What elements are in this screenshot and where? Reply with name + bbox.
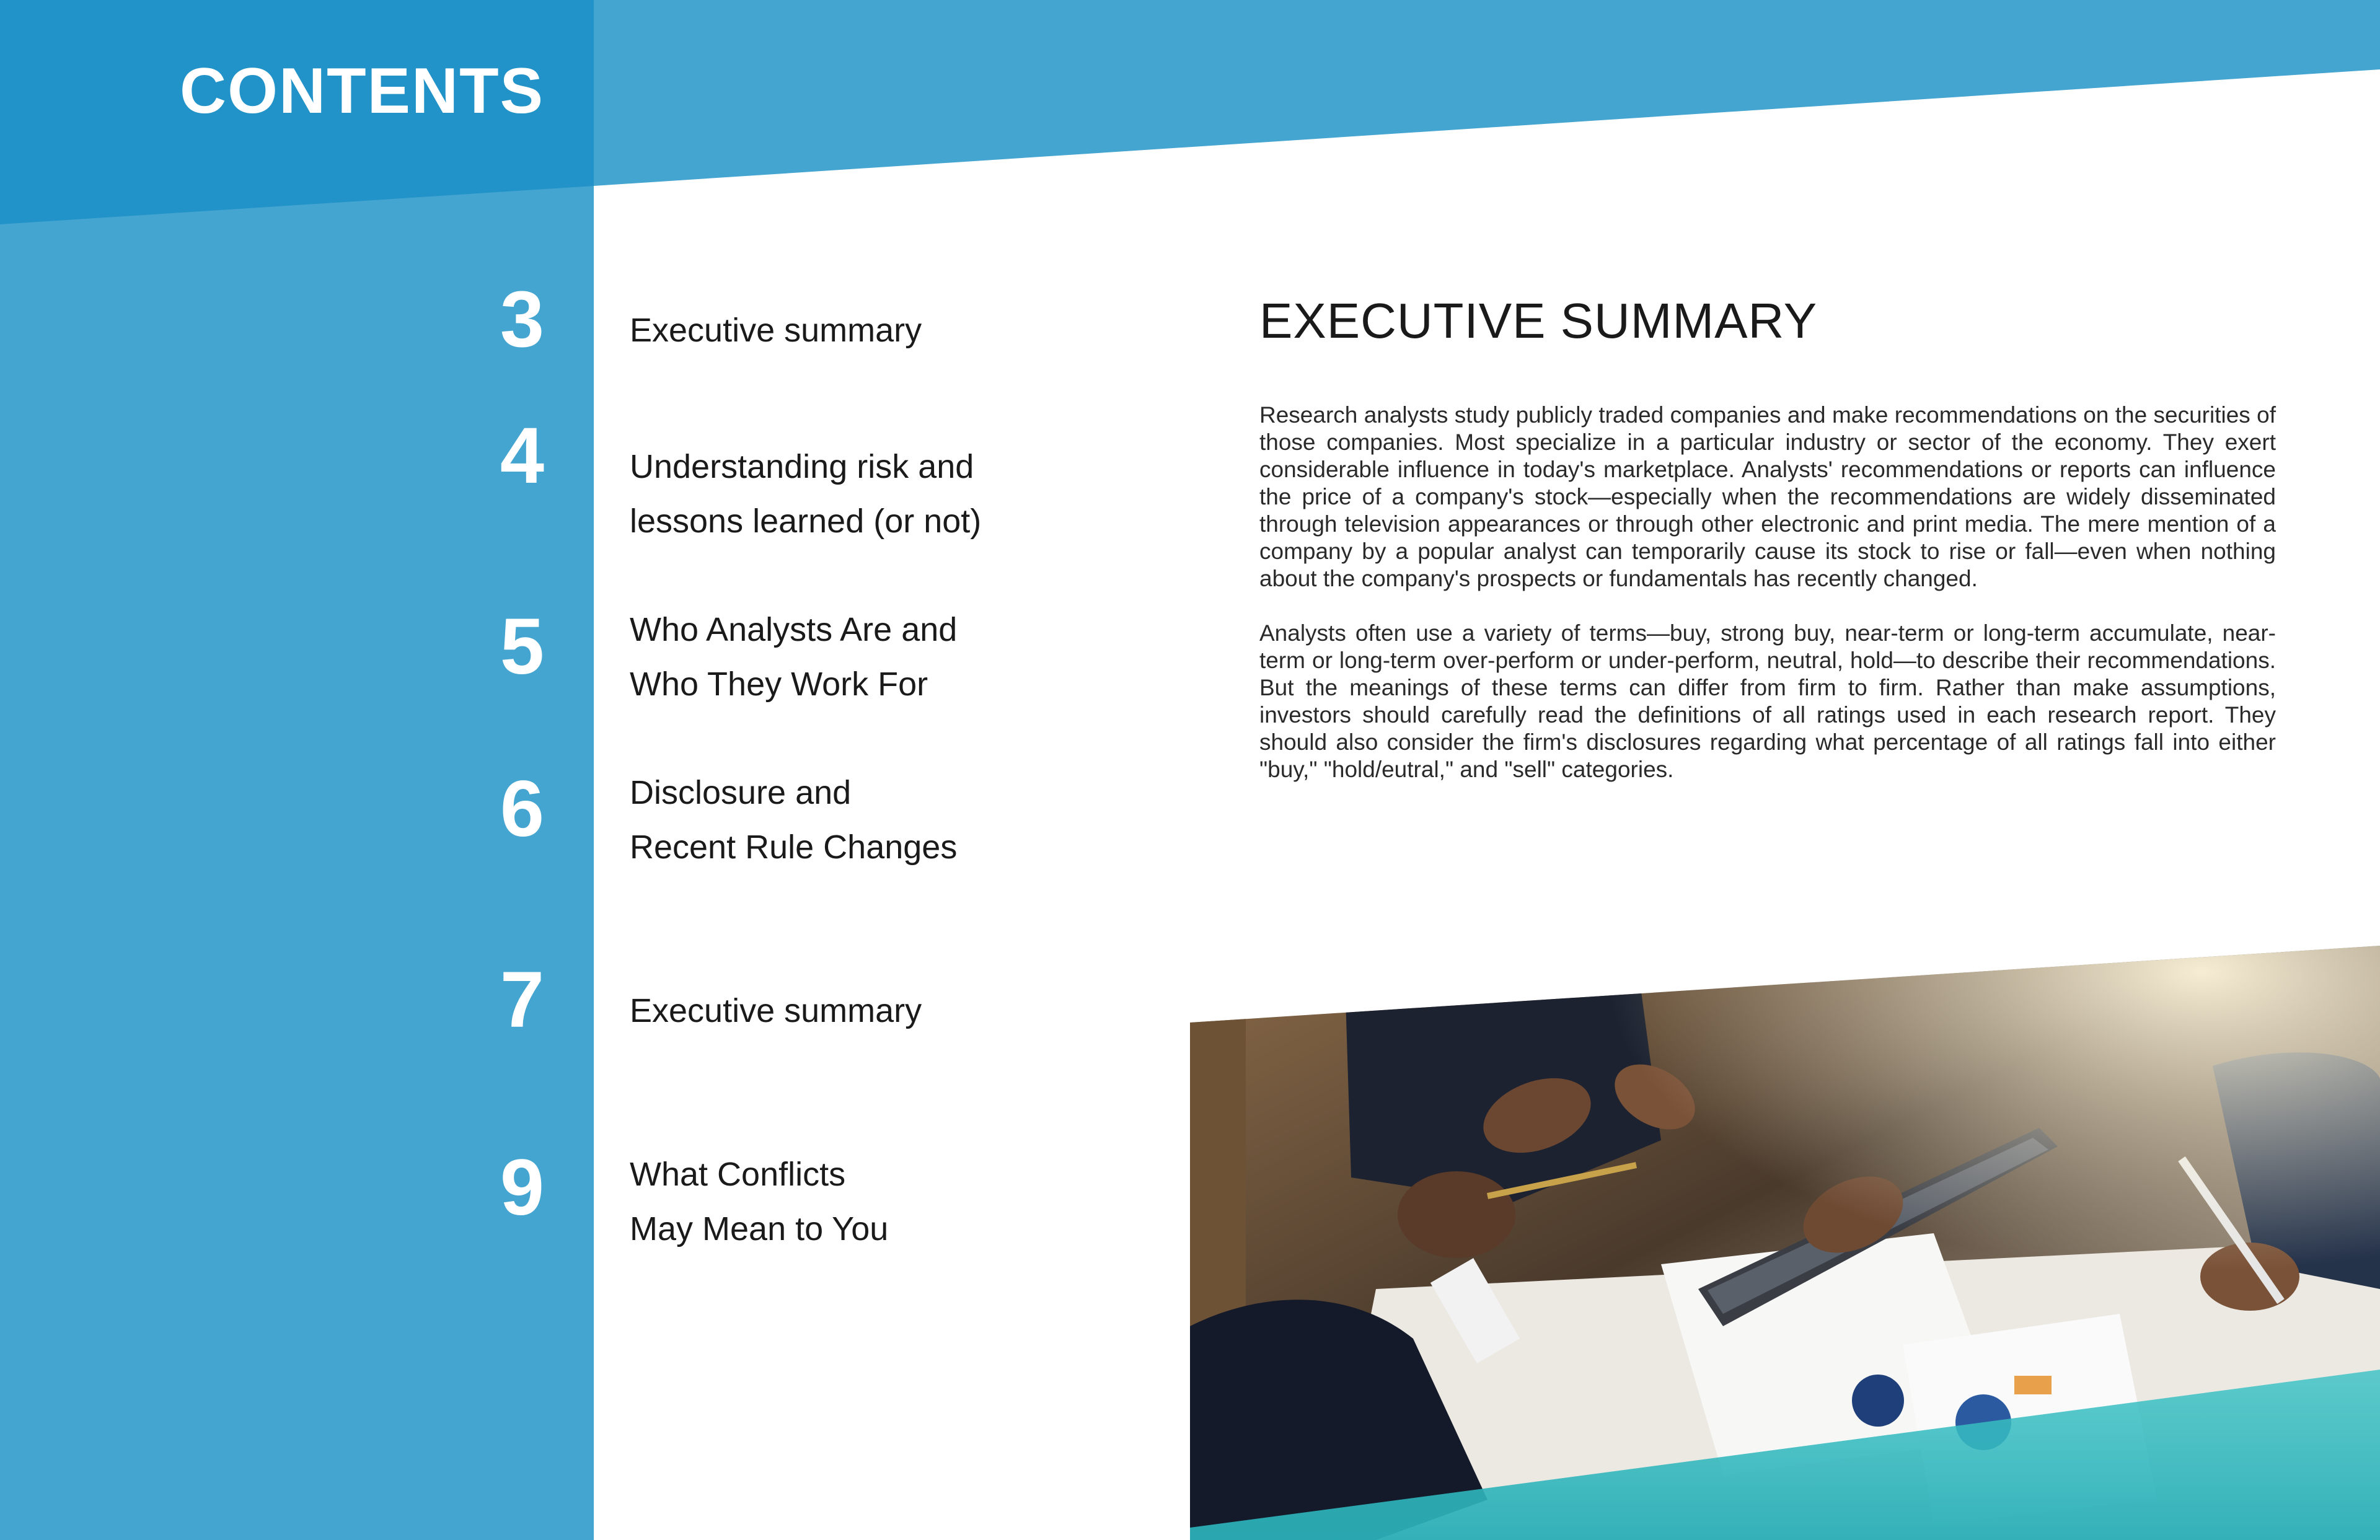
toc-item-label: What Conflicts May Mean to You [630, 1156, 889, 1247]
meeting-photo [1190, 942, 2380, 1540]
toc-page-number: 6 [500, 765, 544, 853]
header-band [594, 0, 2380, 186]
toc-page-number: 5 [500, 602, 544, 691]
toc-page-number: 4 [500, 411, 544, 500]
toc-page-number: 9 [500, 1143, 544, 1232]
toc-page-number: 3 [500, 275, 544, 364]
toc-item-label: Understanding risk and lessons learned (or not) [630, 448, 982, 540]
toc-page-number: 7 [500, 956, 544, 1044]
contents-title: CONTENTS [180, 55, 544, 127]
summary-paragraph: Research analysts study publicly traded companies and make recommendations on the securities of those companies. Most specialize in a particular industry or sector of the economy. They exert considerable influence in today's marketplace. Analysts' recommendations or reports can influence the price of a company's stock—especially when the recommendations are widely disseminated through television appearances or through other electronic and print media. The mere mention of a company by a popular analyst can temporarily cause its stock to rise or fall—even when nothing about the company's prospects or fundamentals has recently changed. [1259, 402, 2276, 591]
toc-item-label: Executive summary [630, 312, 922, 349]
toc-item-label: Executive summary [630, 992, 922, 1029]
toc-item-label: Disclosure and Recent Rule Changes [630, 774, 958, 866]
executive-summary-heading: EXECUTIVE SUMMARY [1259, 293, 1818, 348]
summary-paragraph: Analysts often use a variety of terms—buy, strong buy, near-term or long-term accumulate, near-term or long-term over-perform or under-perform, neutral, hold—to describe their recommendations. But the meanings of these terms can differ from firm to firm. Rather than make assumptions, investors should carefully read the definitions of all ratings used in each research report. They should also consider the firm's disclosures regarding what percentage of all ratings fall into either "buy," "hold/eutral," and "sell" categories. [1259, 620, 2276, 782]
toc-item-label: Who Analysts Are and Who They Work For [630, 611, 958, 703]
